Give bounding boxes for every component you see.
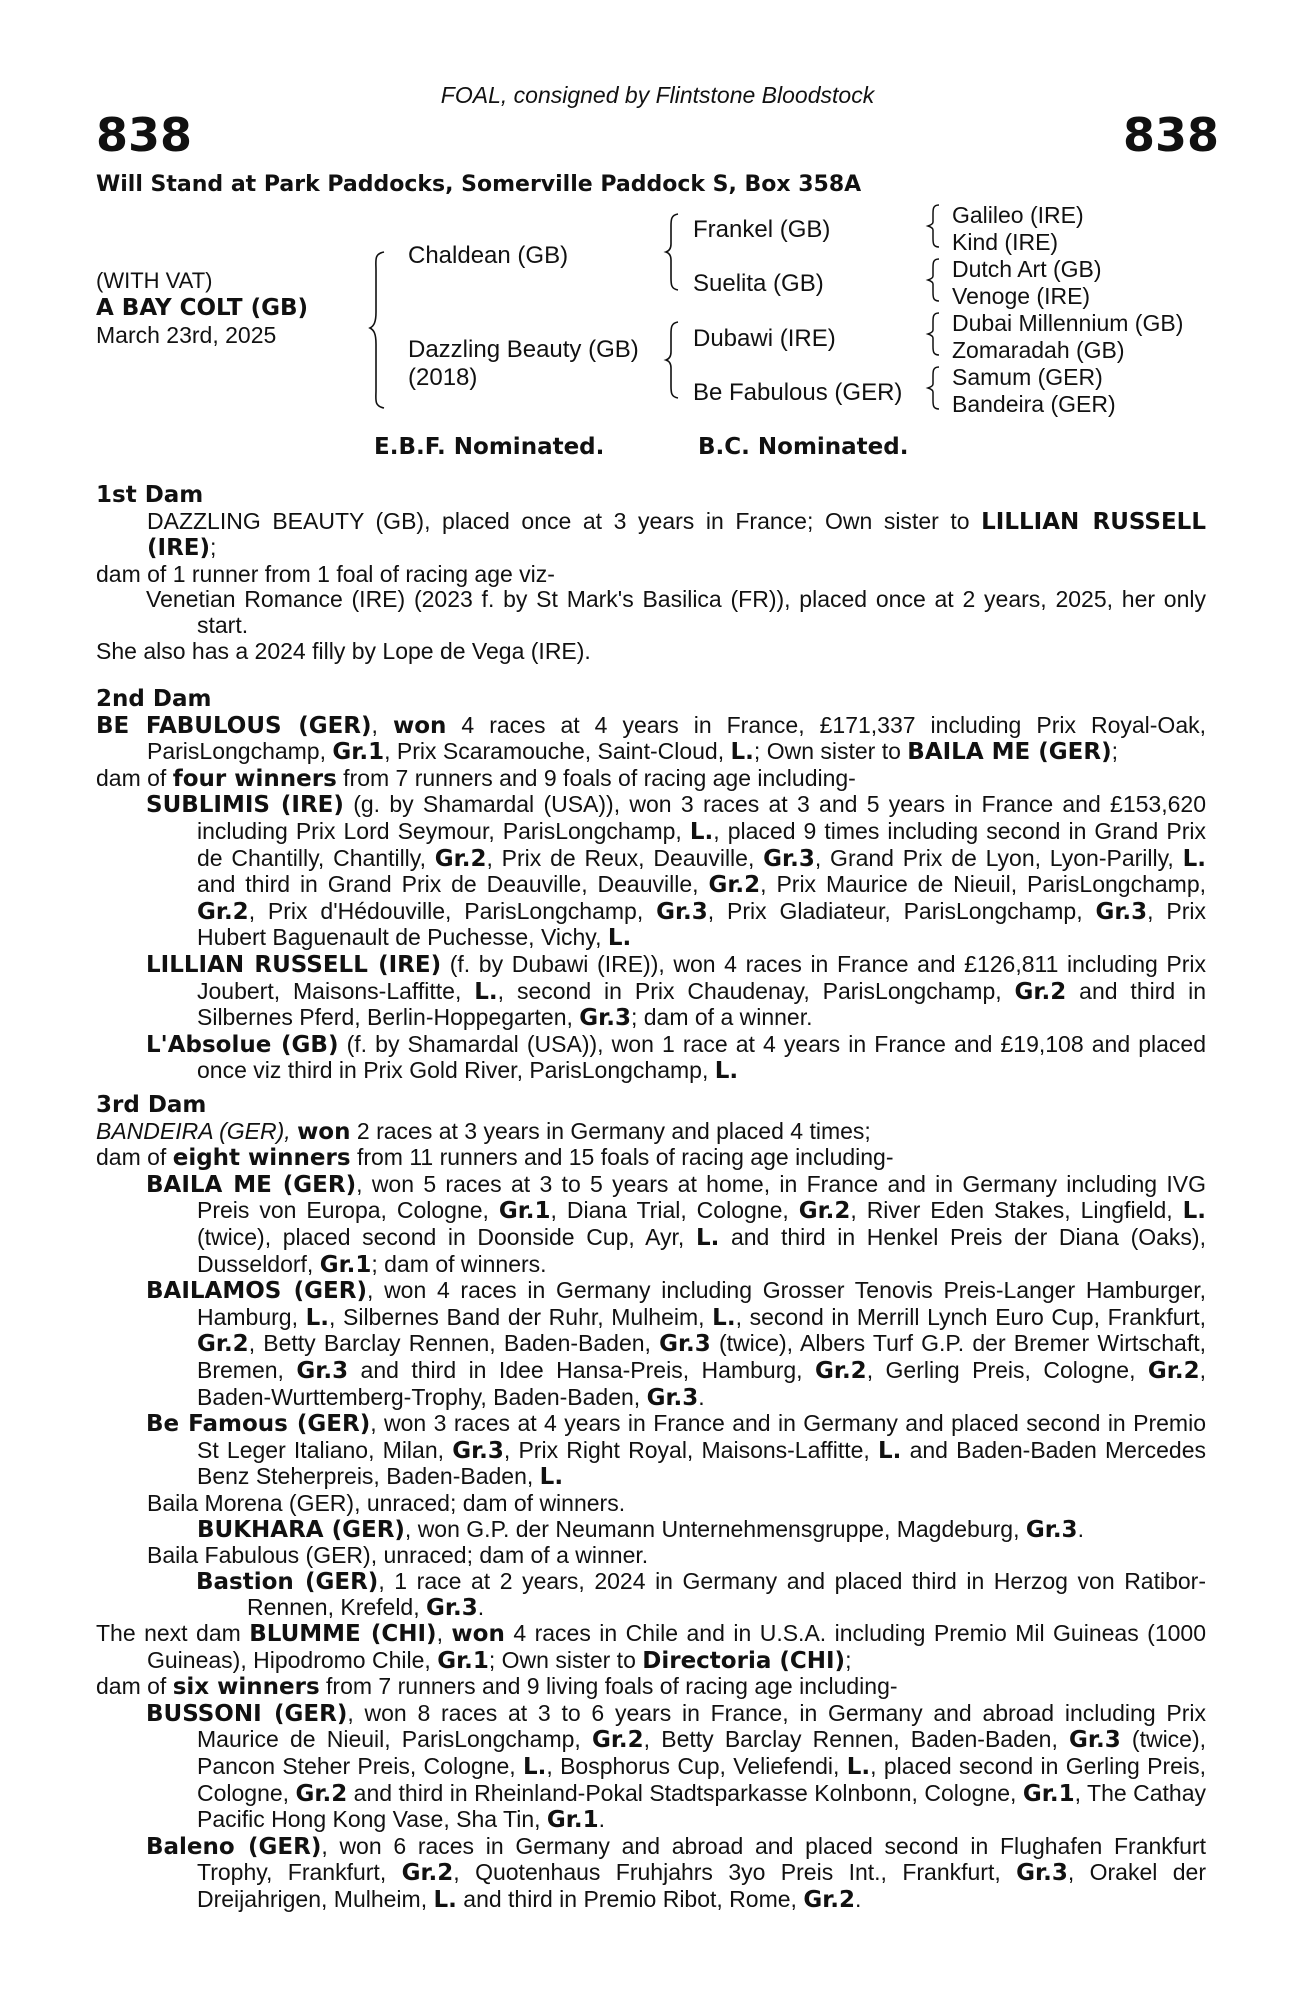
second-dam-name: BE FABULOUS (GER): [96, 712, 372, 739]
grade-badge: Gr.2: [434, 845, 487, 872]
pedigree-brace-g78: [928, 365, 942, 411]
won-label: won: [451, 1621, 505, 1647]
pedigree-sire: Chaldean (GB): [408, 242, 569, 269]
next-dam-line: The next dam BLUMME (CHI), won 4 races in Chile and in U.S.A. including Premio Mil Guineas (1000 Guineas), Hipodromo Chile, Gr.1; Own sister to Directoria (CHI);: [96, 1620, 1206, 1674]
produce-baleno: [96, 1834, 1206, 1914]
own-sister-name: Directoria (CHI): [642, 1647, 846, 1674]
next-dam-name: BLUMME (CHI): [249, 1621, 437, 1647]
grade-badge: Gr.2: [1147, 1357, 1200, 1384]
first-dam-heading: 1st Dam: [96, 482, 204, 508]
text: and third in Idee Hansa-Preis, Hamburg,: [348, 1356, 815, 1383]
grade-badge: Gr.2: [803, 1886, 856, 1913]
listed-badge: L.: [305, 1304, 329, 1331]
produce-be-famous: [96, 1411, 1206, 1491]
text: (twice), Albers Turf G.P. der Bremer Wirtschaft, Bremen,: [197, 1330, 1206, 1383]
winners-count: six winners: [172, 1674, 320, 1701]
vat-label: (WITH VAT): [96, 268, 213, 293]
produce-name: L'Absolue (GB): [146, 1031, 339, 1058]
produce-sublimis: [96, 792, 1206, 952]
text: , Bosphorus Cup, Veliefendi,: [546, 1752, 847, 1779]
text: .: [1077, 1515, 1084, 1542]
text: (g. by Shamardal (USA)), won 3 races at 3 and 5 years in France and £153,620 including Prix Lord Seymour, ParisLongchamp,: [197, 791, 1206, 844]
won-label: won: [297, 1118, 351, 1145]
grade-badge: Gr.3: [1069, 1727, 1121, 1754]
next-dam-produce-summary: [96, 1674, 1206, 1701]
own-sister-name: LILLIAN RUSSELL (IRE): [147, 508, 1206, 562]
text: , Prix Gladiateur, ParisLongchamp,: [707, 897, 1096, 924]
produce-bastion: [96, 1569, 1206, 1622]
pedigree-gg4: Venoge (IRE): [952, 283, 1091, 309]
text: , won 3 races at 4 years in France and in Germany and placed second in Premio St Leger Italiano, Milan,: [197, 1410, 1206, 1463]
pedigree-gg8: Bandeira (GER): [952, 391, 1116, 417]
grade-badge: Gr.2: [798, 1198, 851, 1225]
text: .: [598, 1806, 605, 1833]
first-dam-section: [96, 483, 1206, 664]
text: , won 8 races at 3 to 6 years in France, in Germany and abroad including Prix Maurice de Nieuil, ParisLongchamp,: [197, 1699, 1206, 1753]
third-dam-name: BANDEIRA (GER): [96, 1117, 285, 1144]
first-dam-text: DAZZLING BEAUTY (GB), placed once at 3 years in France; Own sister to: [147, 507, 982, 534]
pedigree-sire-sire: Frankel (GB): [693, 216, 831, 243]
grade-badge: Gr.3: [296, 1357, 349, 1384]
grade-badge: Gr.2: [295, 1780, 348, 1807]
text: , River Eden Stakes, Lingfield,: [850, 1197, 1183, 1224]
text: (twice), placed second in Doonside Cup, Ayr,: [197, 1223, 696, 1250]
pedigree-gg6: Zomaradah (GB): [952, 337, 1125, 363]
first-dam-other-produce: She also has a 2024 filly by Lope de Vega (IRE).: [96, 637, 591, 664]
text: , won G.P. der Neumann Unternehmensgruppe, Magdeburg,: [404, 1515, 1026, 1542]
text: from 11 runners and 15 foals of racing age including-: [350, 1144, 894, 1171]
pedigree-sire-dam: Suelita (GB): [693, 270, 824, 297]
grade-badge: Gr.1: [319, 1251, 372, 1278]
text: (f. by Dubawi (IRE)), won 4 races in France and £126,811 including Prix Joubert, Maisons-Laffitte,: [197, 950, 1207, 1004]
lot-number-left: 838: [96, 108, 193, 162]
pedigree-dam: Dazzling Beauty (GB): [408, 336, 639, 363]
produce-name: BUSSONI (GER): [146, 1700, 348, 1727]
text: , Prix Right Royal, Maisons-Laffitte,: [503, 1436, 879, 1463]
text: , Prix d'Hédouville, ParisLongchamp,: [248, 897, 657, 924]
produce-lillian-russell: [96, 952, 1206, 1032]
third-dam-heading: 3rd Dam: [96, 1092, 207, 1118]
text: , placed 9 times including second in Grand Prix de Chantilly, Chantilly,: [197, 817, 1207, 871]
produce-baila-fabulous: Baila Fabulous (GER), unraced; dam of a winner.: [147, 1542, 649, 1569]
text: , Baden-Wurttemberg-Trophy, Baden-Baden,: [197, 1356, 1206, 1410]
grade-badge: Gr.3: [452, 1437, 504, 1464]
grade-badge: Gr.3: [1095, 898, 1148, 925]
produce-baila-me: [96, 1172, 1206, 1278]
ebf-nomination: E.B.F. Nominated.: [374, 434, 605, 460]
first-dam-punct: ;: [210, 534, 217, 561]
text: (f. by Shamardal (USA)), won 1 race at 4 years in France and £19,108 and placed once viz third in Prix Gold River, ParisLongchamp,: [197, 1030, 1207, 1084]
pedigree-brace-g12: [928, 203, 942, 249]
text: dam of: [96, 764, 173, 791]
text: ;: [1111, 738, 1118, 765]
text: 4 races in Chile and in U.S.A. including Premio Mil Guineas (1000 Guineas), Hipodromo Chile,: [147, 1620, 1206, 1673]
grade-badge: Gr.2: [708, 872, 761, 899]
third-dam-produce-summary: [96, 1145, 1206, 1172]
pedigree-dam-dam: Be Fabulous (GER): [693, 379, 903, 406]
text: , second in Prix Chaudenay, ParisLongchamp,: [497, 977, 1015, 1004]
listed-badge: L.: [1182, 845, 1206, 872]
pedigree-brace-sire: [666, 212, 682, 292]
produce-labsolue: [96, 1032, 1206, 1085]
listed-badge: L.: [714, 1058, 739, 1085]
grade-badge: Gr.1: [498, 1198, 551, 1225]
listed-badge: L.: [878, 1437, 902, 1464]
second-dam-heading: 2nd Dam: [96, 686, 212, 712]
text: from 7 runners and 9 foals of racing age including-: [336, 764, 856, 791]
consignor-line: FOAL, consigned by Flintstone Bloodstock: [440, 82, 875, 108]
pedigree-gg2: Kind (IRE): [952, 229, 1059, 255]
text: from 7 runners and 9 living foals of racing age including-: [319, 1673, 898, 1700]
text: , Betty Barclay Rennen, Baden-Baden,: [643, 1726, 1070, 1753]
grade-badge: Gr.3: [763, 845, 815, 872]
text: , Prix Maurice de Nieuil, ParisLongchamp,: [760, 871, 1207, 898]
third-dam-line: BANDEIRA (GER), won 2 races at 3 years in Germany and placed 4 times;: [96, 1117, 871, 1145]
bc-nomination: B.C. Nominated.: [698, 434, 909, 460]
grade-badge: Gr.1: [332, 739, 385, 766]
pedigree-gg3: Dutch Art (GB): [952, 256, 1102, 282]
text: ; dam of winners.: [371, 1250, 547, 1277]
grade-badge: Gr.2: [197, 898, 249, 925]
horse-name: A BAY COLT (GB): [96, 295, 309, 321]
pedigree-dam-year: (2018): [408, 364, 478, 391]
text: , won 6 races in Germany and abroad and placed second in Flughafen Frankfurt Trophy, Frankfurt,: [197, 1832, 1207, 1886]
text: ; dam of a winner.: [630, 1004, 813, 1031]
grade-badge: Gr.2: [815, 1357, 867, 1384]
text: The next dam: [96, 1620, 250, 1646]
stand-location: Will Stand at Park Paddocks, Somerville Paddock S, Box 358A: [96, 172, 862, 197]
text: , Prix Scaramouche, Saint-Cloud,: [384, 738, 731, 765]
text: , placed second in Gerling Preis, Cologne,: [197, 1752, 1206, 1806]
text: , Quotenhaus Fruhjahrs 3yo Preis Int., Frankfurt,: [453, 1859, 1017, 1886]
pedigree-brace-main: [370, 250, 390, 410]
produce-name: BAILA ME (GER): [146, 1171, 357, 1198]
foaling-date: March 23rd, 2025: [96, 322, 277, 348]
grade-badge: Gr.3: [426, 1595, 478, 1622]
produce-bailamos: [96, 1278, 1206, 1411]
listed-badge: L.: [689, 818, 714, 845]
grade-badge: Gr.3: [1025, 1516, 1078, 1543]
listed-badge: L.: [522, 1753, 547, 1780]
text: 2 races at 3 years in Germany and placed 4 times;: [350, 1117, 871, 1144]
listed-badge: L.: [846, 1753, 871, 1780]
produce-baila-morena: Baila Morena (GER), unraced; dam of winners.: [147, 1489, 626, 1516]
text: and third in Grand Prix de Deauville, Deauville,: [197, 871, 709, 898]
text: .: [698, 1383, 705, 1410]
own-sister-name: BAILA ME (GER): [907, 739, 1112, 766]
text: and third in Silbernes Pferd, Berlin-Hoppegarten,: [197, 977, 1206, 1031]
text: , Betty Barclay Rennen, Baden-Baden,: [248, 1330, 660, 1357]
text: and third in Henkel Preis der Diana (Oaks), Dusseldorf,: [197, 1223, 1206, 1277]
text: ;: [845, 1646, 852, 1673]
text: ; Own sister to: [753, 738, 908, 765]
grade-badge: Gr.3: [656, 898, 708, 925]
pedigree-brace-g34: [928, 257, 942, 303]
next-dam-section: [96, 1621, 1206, 1914]
text: , second in Merrill Lynch Euro Cup, Frankfurt,: [735, 1303, 1206, 1330]
third-dam-section: [96, 1093, 1206, 1622]
pedigree-dam-sire: Dubawi (IRE): [693, 325, 836, 352]
first-dam-produce-1: Venetian Romance (IRE) (2023 f. by St Mark's Basilica (FR)), placed once at 2 years, 2025, her only start.: [146, 586, 1206, 638]
first-dam-produce-summary: dam of 1 runner from 1 foal of racing age viz-: [96, 560, 555, 587]
listed-badge: L.: [474, 978, 498, 1005]
won-label: won: [392, 712, 447, 739]
grade-badge: Gr.1: [546, 1807, 599, 1834]
produce-name: BAILAMOS (GER): [146, 1278, 367, 1305]
listed-badge: L.: [607, 925, 632, 952]
text: .: [477, 1594, 485, 1621]
text: , Diana Trial, Cologne,: [550, 1197, 799, 1224]
produce-name: LILLIAN RUSSELL (IRE): [146, 951, 442, 978]
text: , 1 race at 2 years, 2024 in Germany and placed third in Herzog von Ratibor-Rennen, Krefeld,: [247, 1567, 1206, 1621]
first-dam-line: [96, 509, 1206, 562]
produce-name: SUBLIMIS (IRE): [146, 792, 344, 819]
pedigree-gg7: Samum (GER): [952, 364, 1103, 390]
text: and third in Rheinland-Pokal Stadtsparkasse Kolnbonn, Cologne,: [347, 1779, 1023, 1806]
produce-name: Be Famous (GER): [146, 1411, 371, 1438]
produce-name: Bastion (GER): [196, 1568, 379, 1595]
grade-badge: Gr.1: [437, 1647, 489, 1674]
winners-count: four winners: [172, 765, 337, 792]
grade-badge: Gr.2: [197, 1331, 249, 1358]
text: , won 4 races in Germany including Grosser Tenovis Preis-Langer Hamburger, Hamburg,: [197, 1277, 1206, 1330]
listed-badge: L.: [1182, 1198, 1207, 1225]
listed-badge: L.: [712, 1304, 736, 1331]
grade-badge: Gr.3: [1016, 1860, 1068, 1887]
text: , Prix Hubert Baguenault de Puchesse, Vichy,: [197, 897, 1206, 951]
second-dam-line: BE FABULOUS (GER), won 4 races at 4 years in France, £171,337 including Prix Royal-Oak, ParisLongchamp, Gr.1, Prix Scaramouche, Saint-Cloud, L.; Own sister to BAILA ME (GER);: [96, 711, 1207, 766]
grade-badge: Gr.3: [646, 1384, 699, 1411]
grade-badge: Gr.2: [401, 1860, 454, 1887]
grade-badge: Gr.2: [591, 1727, 644, 1754]
text: , Orakel der Dreijahrigen, Mulheim,: [197, 1859, 1207, 1912]
text: , Silbernes Band der Ruhr, Mulheim,: [329, 1303, 713, 1330]
pedigree-brace-g56: [928, 311, 942, 357]
produce-bussoni: [96, 1701, 1206, 1834]
second-dam-section: [96, 687, 1206, 1085]
text: dam of: [96, 1673, 173, 1700]
pedigree-gg1: Galileo (IRE): [952, 202, 1084, 228]
second-dam-produce-summary: [96, 766, 1206, 793]
text: , The Cathay Pacific Hong Kong Vase, Sha Tin,: [197, 1779, 1206, 1833]
grade-badge: Gr.2: [1014, 978, 1067, 1005]
text: .: [855, 1885, 862, 1912]
text: , Grand Prix de Lyon, Lyon-Parilly,: [814, 844, 1183, 871]
grade-badge: Gr.3: [579, 1005, 631, 1032]
pedigree-gg5: Dubai Millennium (GB): [952, 310, 1184, 336]
produce-name: BUKHARA (GER): [197, 1516, 405, 1543]
text: , Gerling Preis, Cologne,: [866, 1356, 1148, 1383]
grade-badge: Gr.1: [1022, 1780, 1075, 1807]
listed-badge: L.: [730, 739, 754, 766]
text: , won 5 races at 3 to 5 years at home, in France and in Germany including IVG Preis von Europa, Cologne,: [197, 1170, 1206, 1224]
listed-badge: L.: [433, 1886, 457, 1913]
lot-number-right: 838: [1122, 108, 1219, 162]
text: and third in Premio Ribot, Rome,: [456, 1885, 804, 1912]
produce-name: Baleno (GER): [146, 1833, 322, 1860]
text: 4 races at 4 years in France, £171,337 including Prix Royal-Oak, ParisLongchamp,: [147, 711, 1207, 765]
winners-count: eight winners: [172, 1145, 351, 1172]
produce-bukhara: [96, 1517, 1206, 1544]
text: ; Own sister to: [488, 1646, 643, 1673]
grade-badge: Gr.3: [659, 1331, 711, 1358]
listed-badge: L.: [539, 1464, 564, 1491]
listed-badge: L.: [695, 1224, 720, 1251]
text: and Baden-Baden Mercedes Benz Steherpreis, Baden-Baden,: [197, 1436, 1206, 1490]
text: (twice), Pancon Steher Preis, Cologne,: [197, 1726, 1207, 1779]
text: , Prix de Reux, Deauville,: [486, 844, 764, 871]
text: dam of: [96, 1144, 173, 1171]
pedigree-brace-dam: [666, 320, 682, 400]
